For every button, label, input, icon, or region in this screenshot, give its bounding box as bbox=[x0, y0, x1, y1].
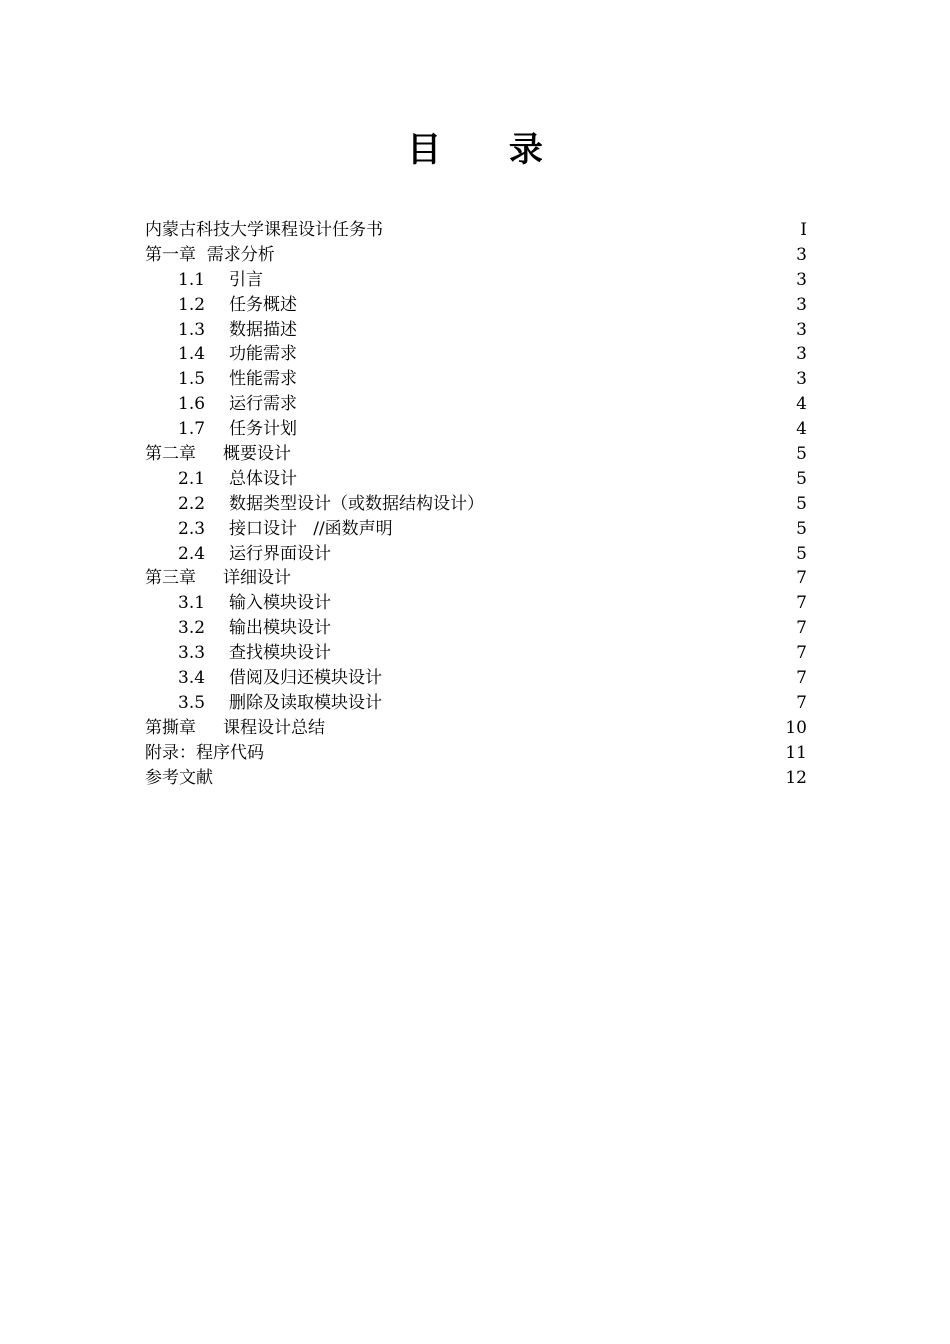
toc-entry-page-number: 5 bbox=[796, 543, 807, 564]
toc-entry-page-number: 4 bbox=[796, 394, 807, 415]
toc-entry-label bbox=[145, 367, 297, 392]
toc-entry-number: 2.4 bbox=[178, 543, 206, 564]
toc-entry-page-number: 7 bbox=[796, 692, 807, 713]
toc-entry-label bbox=[145, 616, 331, 641]
toc-entry-label bbox=[145, 318, 297, 343]
toc-entry[interactable] bbox=[145, 741, 807, 766]
toc-entry[interactable] bbox=[145, 243, 807, 268]
toc-entry-text: 数据描述 bbox=[229, 319, 297, 340]
toc-entry-label bbox=[145, 218, 383, 243]
toc-entry-number: 1.7 bbox=[178, 419, 206, 440]
toc-entry[interactable] bbox=[145, 268, 807, 293]
toc-entry-label bbox=[145, 517, 393, 542]
toc-entry-page-number: 3 bbox=[796, 244, 807, 265]
toc-entry-page-number: 3 bbox=[796, 294, 807, 315]
toc-entry[interactable] bbox=[145, 218, 807, 243]
toc-entry-text: 附录：程序代码 bbox=[145, 742, 264, 763]
toc-entry-number: 3.1 bbox=[178, 593, 206, 614]
toc-entry-text: 输入模块设计 bbox=[229, 593, 331, 614]
toc-entry-label bbox=[145, 691, 382, 716]
toc-entry-label bbox=[145, 741, 264, 766]
toc-entry-label bbox=[145, 392, 297, 417]
toc-entry-label bbox=[145, 566, 291, 591]
toc-entry-label bbox=[145, 442, 291, 467]
toc-entry-number: 1.4 bbox=[178, 344, 206, 365]
toc-entry-label bbox=[145, 492, 484, 517]
toc-entry-text: 借阅及归还模块设计 bbox=[229, 668, 382, 689]
toc-entry-label bbox=[145, 542, 331, 567]
toc-entry-text: 数据类型设计（或数据结构设计） bbox=[229, 493, 484, 514]
toc-entry-label bbox=[145, 716, 325, 741]
toc-entry-number: 3.5 bbox=[178, 692, 206, 713]
toc-entry-page-number: 5 bbox=[796, 493, 807, 514]
toc-entry[interactable] bbox=[145, 542, 807, 567]
toc-entry-page-number: 7 bbox=[796, 618, 807, 639]
toc-entry-number: 1.6 bbox=[178, 394, 206, 415]
toc-entry-page-number: 7 bbox=[796, 568, 807, 589]
toc-entry-text: 删除及读取模块设计 bbox=[229, 692, 382, 713]
toc-entry-label bbox=[145, 641, 331, 666]
toc-entry[interactable] bbox=[145, 392, 807, 417]
toc-entry-page-number: 5 bbox=[796, 468, 807, 489]
toc-list bbox=[145, 218, 807, 790]
toc-entry-text: 任务概述 bbox=[229, 294, 297, 315]
toc-entry-text: 第二章 概要设计 bbox=[145, 444, 292, 465]
toc-entry[interactable] bbox=[145, 641, 807, 666]
toc-entry-text: 第三章 详细设计 bbox=[145, 568, 292, 589]
toc-entry-text: 引言 bbox=[229, 269, 263, 290]
toc-entry[interactable] bbox=[145, 566, 807, 591]
toc-entry[interactable] bbox=[145, 691, 807, 716]
toc-entry-number: 3.2 bbox=[178, 618, 206, 639]
toc-entry-text: 接口设计 //函数声明 bbox=[229, 518, 393, 539]
toc-entry-text: 第一章 需求分析 bbox=[145, 244, 275, 265]
toc-entry-page-number: 3 bbox=[796, 369, 807, 390]
toc-entry[interactable] bbox=[145, 517, 807, 542]
toc-entry-text: 参考文献 bbox=[145, 767, 213, 788]
toc-entry-page-number: 12 bbox=[785, 767, 807, 788]
toc-entry-text: 总体设计 bbox=[229, 468, 297, 489]
toc-entry-number: 1.1 bbox=[178, 269, 206, 290]
toc-entry-number: 1.3 bbox=[178, 319, 206, 340]
toc-entry[interactable] bbox=[145, 492, 807, 517]
toc-entry-label bbox=[145, 591, 331, 616]
toc-entry-text: 第撕章 课程设计总结 bbox=[145, 717, 326, 738]
toc-entry-page-number: 11 bbox=[785, 742, 807, 763]
toc-entry[interactable] bbox=[145, 666, 807, 691]
toc-entry[interactable] bbox=[145, 342, 807, 367]
toc-entry-label bbox=[145, 666, 382, 691]
toc-entry-text: 查找模块设计 bbox=[229, 643, 331, 664]
toc-entry-text: 输出模块设计 bbox=[229, 618, 331, 639]
toc-entry-text: 功能需求 bbox=[229, 344, 297, 365]
toc-entry-number: 3.3 bbox=[178, 643, 206, 664]
toc-entry-page-number: 5 bbox=[796, 518, 807, 539]
toc-entry-label bbox=[145, 268, 263, 293]
toc-entry-label bbox=[145, 243, 275, 268]
toc-entry[interactable] bbox=[145, 467, 807, 492]
toc-entry-label bbox=[145, 417, 297, 442]
toc-entry-number: 2.3 bbox=[178, 518, 206, 539]
toc-entry[interactable] bbox=[145, 293, 807, 318]
toc-entry-number: 1.5 bbox=[178, 369, 206, 390]
toc-entry-number: 2.1 bbox=[178, 468, 206, 489]
toc-entry[interactable] bbox=[145, 367, 807, 392]
toc-entry[interactable] bbox=[145, 318, 807, 343]
toc-entry-page-number: 10 bbox=[785, 717, 807, 738]
toc-title: 目 录 bbox=[407, 130, 571, 170]
toc-entry-text: 运行需求 bbox=[229, 394, 297, 415]
toc-entry-number: 1.2 bbox=[178, 294, 206, 315]
toc-entry-text: 性能需求 bbox=[229, 369, 297, 390]
toc-entry-text: 任务计划 bbox=[229, 419, 297, 440]
toc-entry-text: 运行界面设计 bbox=[229, 543, 331, 564]
toc-entry-page-number: 5 bbox=[796, 444, 807, 465]
toc-entry-page-number: 3 bbox=[796, 269, 807, 290]
toc-entry-number: 3.4 bbox=[178, 668, 206, 689]
toc-entry[interactable] bbox=[145, 417, 807, 442]
toc-entry[interactable] bbox=[145, 716, 807, 741]
toc-entry-page-number: I bbox=[800, 220, 807, 240]
toc-entry-page-number: 4 bbox=[796, 419, 807, 440]
toc-entry-page-number: 7 bbox=[796, 668, 807, 689]
toc-entry-page-number: 7 bbox=[796, 643, 807, 664]
toc-entry[interactable] bbox=[145, 616, 807, 641]
toc-entry-label bbox=[145, 293, 297, 318]
toc-entry-label bbox=[145, 766, 213, 791]
toc-entry-label bbox=[145, 342, 297, 367]
toc-entry-number: 2.2 bbox=[178, 493, 206, 514]
toc-entry[interactable] bbox=[145, 766, 807, 791]
toc-entry-text: 内蒙古科技大学课程设计任务书 bbox=[145, 220, 383, 240]
toc-entry[interactable] bbox=[145, 591, 807, 616]
toc-entry-label bbox=[145, 467, 297, 492]
toc-entry-page-number: 3 bbox=[796, 319, 807, 340]
toc-entry-page-number: 3 bbox=[796, 344, 807, 365]
toc-entry[interactable] bbox=[145, 442, 807, 467]
toc-entry-page-number: 7 bbox=[796, 593, 807, 614]
